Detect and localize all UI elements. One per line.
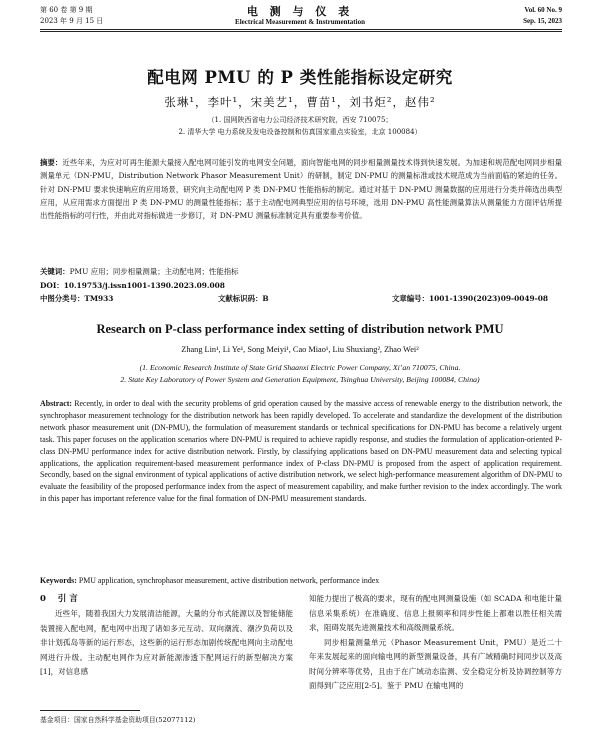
footnote-rule bbox=[40, 710, 140, 711]
doi: DOI：10.19753/j.issn1001-1390.2023.09.008 bbox=[40, 281, 225, 290]
authors-en: Zhang Lin¹, Li Ye¹, Song Meiyi¹, Cao Miao¹, Liu Shuxiang², Zhao Wei² bbox=[181, 345, 419, 354]
keywords-text-cn: PMU 应用；同步相量测量；主动配电网；性能指标 bbox=[69, 267, 239, 276]
volume-cn: 第 60 卷 第 9 期 bbox=[40, 6, 93, 14]
intro-paragraph-continued: 知能力提出了极高的要求，现有的配电网测量设施（如 SCADA 和电能计量信息采集系统）在准确度、信息上报频率和同步性能上都难以胜任相关需求，阻碍发展先进测量技术和高级测量系统。 bbox=[309, 594, 562, 632]
abstract-text-cn: 近些年来，为应对可再生能源大量接入配电网可能引发的电网安全问题，面向智能电网的同步相量测量技术得到快速发展。为加速和规范配电网同步相量测量单元（DN-PMU，Distribution Network Phasor Measurement Unit）的研制，制定 DN-PMU 的测量标准或技术规范成为当前面临的紧迫的任务。针对 DN-PMU 要求快速响应的应用场景，研究向主动配电网 P 类 DN-PMU 性能指标的制定。通过对基于 DN-PMU 测量数据的应用进行分类并筛选出典型应用，从应用需求方面提出 P 类 DN-PMU 的测量性能指标；基于主动配电网典型应用的信号环境，选用 DN-PMU 高性能测量算法从测量能力方面评估所提出性能指标的可行性，并由此对指标做进一步修订，对 DN-PMU 测量标准制定具有重要参考价值。 bbox=[40, 158, 562, 221]
document-code: 文献标识码：B bbox=[218, 294, 269, 303]
affiliation-en-1: (1. Economic Research Institute of State Grid Shaanxi Electric Power Company, Xi’an 710075, China. bbox=[139, 363, 461, 372]
abstract-label-en: Abstract: bbox=[40, 399, 72, 408]
date-en: Sep. 15, 2023 bbox=[523, 17, 562, 25]
article-number: 文章编号：1001-1390(2023)09-0049-08 bbox=[392, 294, 548, 303]
keywords-label-en: Keywords: bbox=[40, 576, 77, 585]
keywords-text-en: PMU application, synchrophasor measurement, active distribution network, performance index bbox=[78, 576, 380, 585]
affiliation-cn-2: 2. 清华大学 电力系统及发电设备控制和仿真国家重点实验室，北京 100084） bbox=[178, 128, 422, 136]
header-rule bbox=[40, 29, 562, 30]
fund-footnote: 基金项目：国家自然科学基金资助项目(52077112) bbox=[40, 716, 196, 724]
section-title: 引 言 bbox=[57, 594, 78, 604]
abstract-text-en: Recently, in order to deal with the security problems of grid operation caused by the massive access of renewable energy to the distribution network, the synchrophasor measurement technology for the distribution network has been rapidly developed. To accelerate and standardize the development of the distribution network phasor measurement unit (DN-PMU), the formulation of measurement standards or technical specifications for DN-PMU has become a relatively urgent task. This paper focuses on the application scenarios where DN-PMU is required to achieve rapidly response, and studies the formulation of application-oriented P-class DN-PMU performance index for active distribution network. Firstly, by classifying applications based on DN-PMU measurement data and selecting typical applications, the application requirement-based measurement performance index of P-class DN-PMU is proposed from the aspect of application requirement. Secondly, based on the signal environment of typical applications of active distribution network, we select high-performance measurement algorithm of DN-PMU to evaluate the feasibility of the proposed performance index from the aspect of measurement capability, and make further revision to the index accordingly. The work in this paper has important reference value for the final formation of DN-PMU measurement standards. bbox=[40, 399, 562, 504]
paper-title-cn: 配电网 PMU 的 P 类性能指标设定研究 bbox=[147, 68, 453, 87]
header-rule-2 bbox=[40, 31, 562, 32]
clc-number: 中图分类号：TM933 bbox=[40, 294, 114, 303]
section-number: 0 bbox=[40, 594, 46, 604]
paper-title-en: Research on P-class performance index setting of distribution network PMU bbox=[96, 322, 504, 336]
volume-en: Vol. 60 No. 9 bbox=[524, 6, 562, 14]
abstract-en bbox=[40, 398, 562, 505]
authors-cn: 张琳¹，李叶¹，宋美艺¹，曹苗¹，刘书炬²，赵伟² bbox=[164, 95, 436, 109]
journal-name-en: Electrical Measurement & Instrumentation bbox=[235, 18, 365, 26]
keywords-label-cn: 关键词： bbox=[40, 267, 70, 276]
date-cn: 2023 年 9 月 15 日 bbox=[40, 17, 104, 25]
affiliation-en-2: 2. State Key Laboratory of Power System and Generation Equipment, Tsinghua University, Beijing 100084, China) bbox=[120, 375, 480, 384]
journal-name-cn: 电 测 与 仪 表 bbox=[246, 5, 354, 18]
section-heading bbox=[40, 592, 78, 604]
keywords-cn bbox=[40, 266, 239, 277]
abstract-label-cn: 摘要： bbox=[40, 158, 63, 167]
body-left-column bbox=[40, 607, 293, 680]
body-right-column bbox=[309, 592, 562, 694]
intro-paragraph-2: 同步相量测量单元（Phasor Measurement Unit，PMU）是近二十年来发展起来的面向输电网的新型测量设备，具有广域精确时间同步以及高时间分辨率等优势，且由于在广域动态监测、安全稳定分析及协调控制等方面得到广泛应用[2-5]。鉴于 PMU 在输电网的 bbox=[309, 637, 562, 690]
affiliation-cn-1: （1. 国网陕西省电力公司经济技术研究院，西安 710075； bbox=[207, 116, 393, 124]
abstract-cn bbox=[40, 156, 562, 222]
intro-paragraph-1: 近些年，随着我国大力发展清洁能源，大量的分布式能源以及智能储能装置接入配电网，配电网中出现了诸如多元互动、双向潮流、潮汐负荷以及非计划孤岛等新的运行形态，这些新的运行形态加剧传统配电网向主动配电网进行升级。主动配电网作为应对新能源渗透下配网运行的新型解决方案[1]，对信息感 bbox=[40, 609, 293, 676]
keywords-en bbox=[40, 575, 562, 587]
